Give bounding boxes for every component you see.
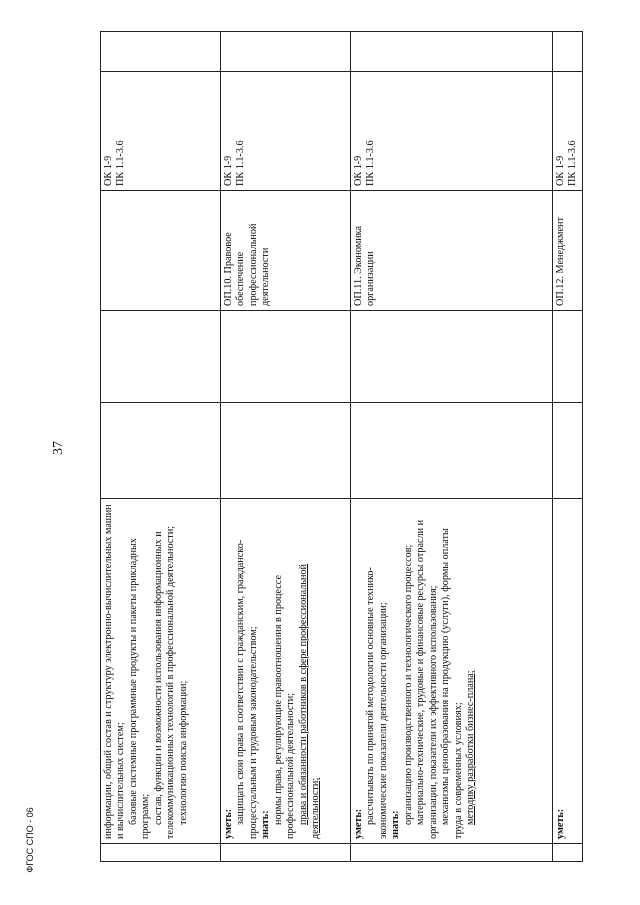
content-line: состав, функции и возможности использования информационных и телекоммуникационных технологий в профессиональной деятельности; bbox=[152, 525, 177, 839]
competency-code: ПК 1.1-3.6 bbox=[235, 140, 247, 186]
content-line: защищать свои права в соответствии с гражданским, гражданско-процессуальным и трудовым законодательством; bbox=[235, 539, 259, 839]
hours-max-cell bbox=[221, 403, 351, 499]
page-number: 37 bbox=[51, 441, 66, 455]
rotated-table-wrapper bbox=[100, 32, 583, 862]
competency-code: ОК 1-9 bbox=[555, 155, 566, 186]
table-row bbox=[221, 32, 351, 862]
discipline-cell bbox=[351, 191, 553, 311]
hours-class-cell bbox=[101, 311, 221, 403]
rotated-sheet bbox=[100, 32, 583, 862]
discipline-cell bbox=[221, 191, 351, 311]
content-line: уметь: bbox=[223, 808, 234, 839]
competency-code: ПК 1.1-3.6 bbox=[567, 140, 579, 186]
extra-cell bbox=[351, 32, 553, 72]
index-cell bbox=[221, 844, 351, 862]
discipline-name: ОП.10. Правовое обеспечение профессиональной деятельности bbox=[223, 223, 272, 306]
extra-cell bbox=[553, 32, 583, 72]
content-line: нормы права, регулирующие правоотношения в процессе профессиональной деятельности; bbox=[272, 575, 297, 839]
content-cell bbox=[553, 499, 583, 844]
competency-code: ОК 1-9 bbox=[103, 155, 114, 186]
content-line: знать: bbox=[260, 810, 272, 839]
hours-max-cell bbox=[553, 403, 583, 499]
competency-code: ОК 1-9 bbox=[223, 155, 234, 186]
competencies-cell bbox=[351, 72, 553, 191]
table-row bbox=[351, 32, 553, 862]
discipline-cell bbox=[553, 191, 583, 311]
content-line: рассчитывать по принятой методологии основные технико-экономические показатели деятельности организации; bbox=[365, 567, 389, 839]
table-row bbox=[553, 32, 583, 862]
content-line: уметь: bbox=[353, 808, 364, 839]
content-cell bbox=[221, 499, 351, 844]
content-line: права и обязанности работников в сфере профессиональной деятельности; bbox=[297, 564, 322, 839]
footer-code: ФГОС СПО - 06 bbox=[25, 807, 35, 873]
hours-class-cell bbox=[351, 311, 553, 403]
content-line: уметь: bbox=[555, 808, 566, 839]
extra-cell bbox=[101, 32, 221, 72]
discipline-name: ОП.12. Менеджмент bbox=[555, 217, 566, 306]
content-line: базовые системные программные продукты и пакеты прикладных программ; bbox=[127, 538, 152, 839]
index-cell bbox=[351, 844, 553, 862]
hours-class-cell bbox=[221, 311, 351, 403]
discipline-cell bbox=[101, 191, 221, 311]
content-line: информации, общий состав и структуру электронно-вычислительных машин и вычислительных систем; bbox=[103, 504, 127, 839]
competencies-cell bbox=[221, 72, 351, 191]
index-cell bbox=[101, 844, 221, 862]
index-cell bbox=[553, 844, 583, 862]
competency-code: ОК 1-9 bbox=[353, 155, 364, 186]
content-cell bbox=[101, 499, 221, 844]
content-line: технологию поиска информации; bbox=[177, 680, 189, 825]
competencies-cell bbox=[553, 72, 583, 191]
competency-code: ПК 1.1-3.6 bbox=[365, 140, 377, 186]
hours-class-cell bbox=[553, 311, 583, 403]
competencies-cell bbox=[101, 72, 221, 191]
hours-max-cell bbox=[351, 403, 553, 499]
discipline-name: ОП.11. Экономика организации bbox=[353, 226, 377, 306]
content-line: методику разработки бизнес-плана; bbox=[464, 670, 476, 825]
content-line: организацию производственного и технологического процессов; bbox=[402, 544, 414, 825]
competency-code: ПК 1.1-3.6 bbox=[115, 140, 127, 186]
content-line: знать: bbox=[390, 810, 402, 839]
curriculum-table bbox=[100, 31, 583, 862]
extra-cell bbox=[221, 32, 351, 72]
content-line: механизмы ценообразования на продукцию (услуги), формы оплаты труда в современных условиях; bbox=[440, 528, 464, 839]
content-line: материально-технические, трудовые и финансовые ресурсы отрасли и организации, показатели их эффективного использования; bbox=[415, 519, 439, 839]
hours-max-cell bbox=[101, 403, 221, 499]
content-cell bbox=[351, 499, 553, 844]
table-row bbox=[101, 32, 221, 862]
